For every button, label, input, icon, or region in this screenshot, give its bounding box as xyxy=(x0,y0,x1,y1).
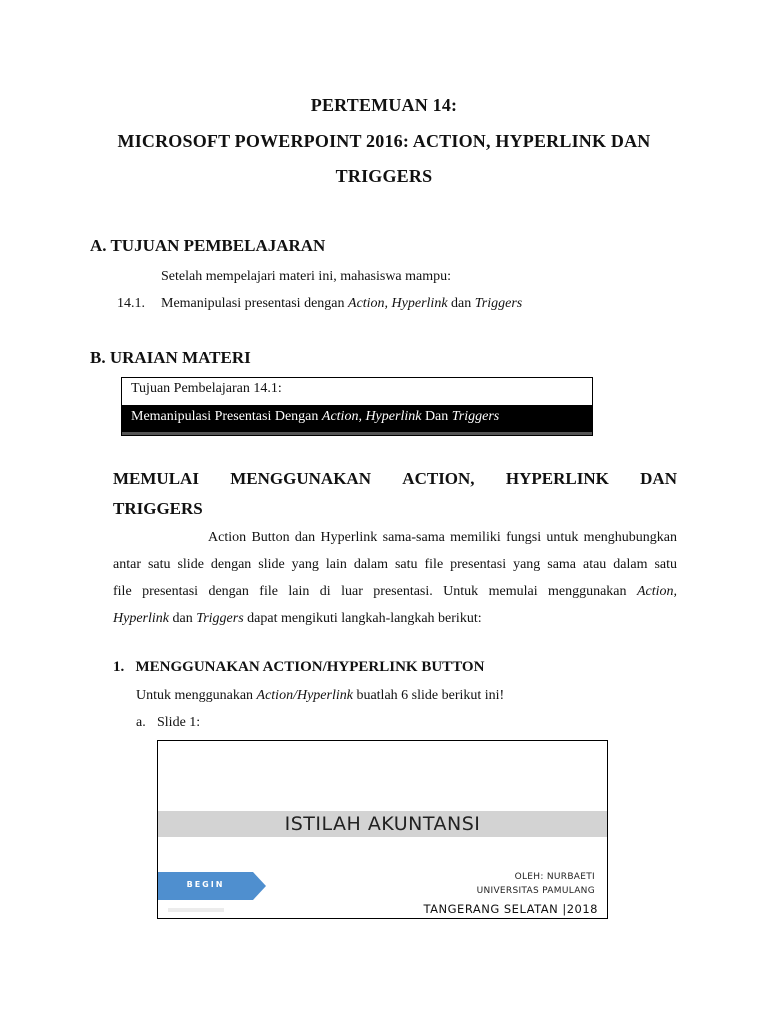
slide-title-band xyxy=(158,811,607,837)
slide-author: OLEH: NURBAETI xyxy=(514,872,595,882)
document-title-line-2: MICROSOFT POWERPOINT 2016: ACTION, HYPERLINK DAN xyxy=(117,131,651,151)
slide-1-preview xyxy=(157,740,608,919)
objective-box-label: Tujuan Pembelajaran 14.1: xyxy=(122,378,592,406)
sub-item-label: a. xyxy=(136,715,146,730)
begin-button-label: BEGIN xyxy=(186,880,225,889)
begin-action-button[interactable] xyxy=(158,872,266,900)
subheading-line-1: MEMULAI MENGGUNAKAN ACTION, HYPERLINK DAN xyxy=(113,469,677,488)
objective-item-text: Memanipulasi presentasi dengan Action, Hyperlink dan Triggers xyxy=(161,296,523,311)
slide-university: UNIVERSITAS PAMULANG xyxy=(476,886,595,896)
faint-placeholder xyxy=(168,908,224,912)
paragraph-line-3: file presentasi dengan file lain di luar presentasi. Untuk memulai menggunakan Action, xyxy=(113,584,677,599)
document-title-line-1: PERTEMUAN 14: xyxy=(310,95,458,115)
paragraph-line-4: Hyperlink dan Triggers dapat mengikuti langkah-langkah berikut: xyxy=(113,611,482,626)
learning-objective-box xyxy=(121,377,593,436)
slide-footer: TANGERANG SELATAN |2018 xyxy=(423,902,598,916)
section-a-intro: Setelah mempelajari materi ini, mahasiswa mampu: xyxy=(161,269,452,284)
step-1-instruction: Untuk menggunakan Action/Hyperlink buatlah 6 slide berikut ini! xyxy=(136,688,505,703)
slide-title: ISTILAH AKUNTANSI xyxy=(284,813,481,835)
objective-item-number: 14.1. xyxy=(117,296,145,311)
paragraph-line-2: antar satu slide dengan slide yang lain dalam satu file presentasi yang sama atau dalam satu xyxy=(113,557,677,572)
section-a-heading: A. TUJUAN PEMBELAJARAN xyxy=(90,236,326,255)
step-1-heading: 1. MENGGUNAKAN ACTION/HYPERLINK BUTTON xyxy=(113,659,485,675)
paragraph-line-1: Action Button dan Hyperlink sama-sama memiliki fungsi untuk menghubungkan xyxy=(208,530,677,545)
subheading-line-2: TRIGGERS xyxy=(113,499,203,518)
sub-item-text: Slide 1: xyxy=(157,715,201,730)
document-title-line-3: TRIGGERS xyxy=(335,166,433,186)
section-b-heading: B. URAIAN MATERI xyxy=(90,348,251,367)
objective-box-content: Memanipulasi Presentasi Dengan Action, Hyperlink Dan Triggers xyxy=(122,406,592,435)
